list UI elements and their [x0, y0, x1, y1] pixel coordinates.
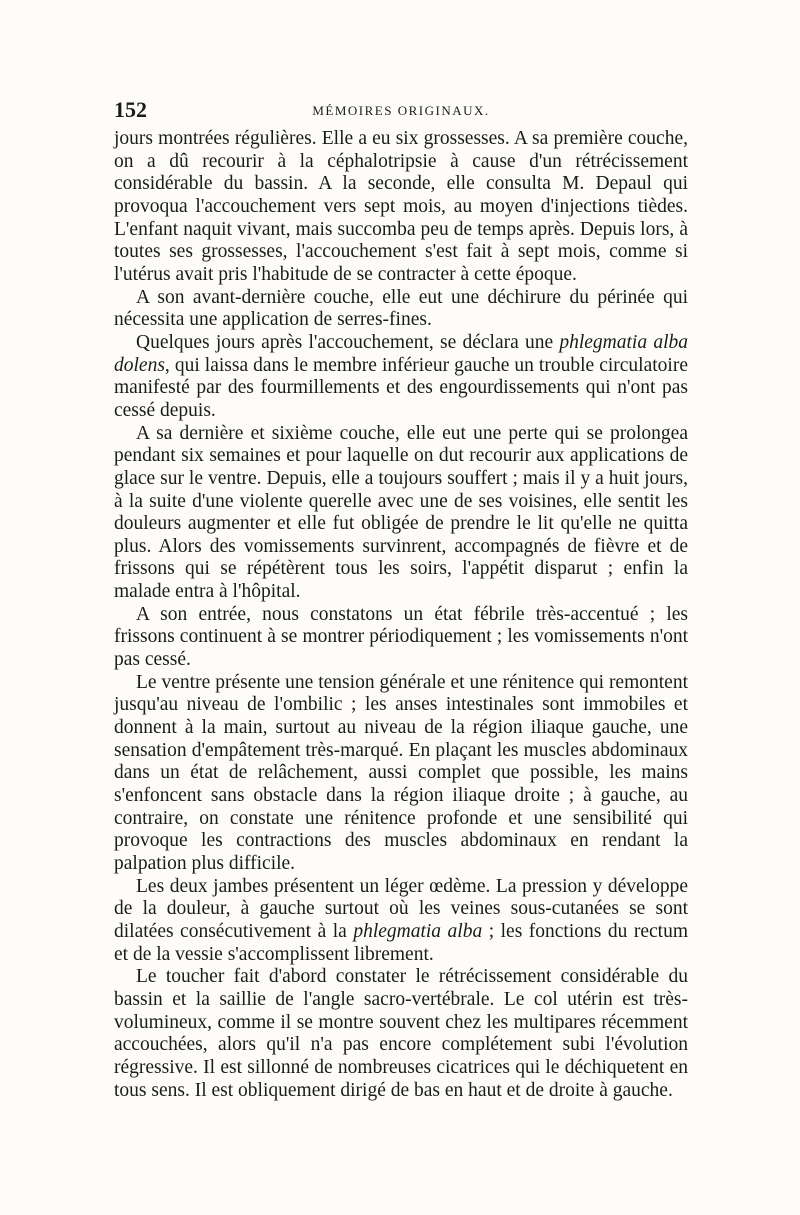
paragraph-6-text: Le ventre présente une tension générale et une rénitence qui remontent jusqu'au niveau de l'ombilic ; les anses intestinales sont immobiles et donnent à la main, surtout au niveau de la région iliaque gauche, une sensation d'empâtement très-marqué. En plaçant les muscles abdominaux dans un état de relâchement, aussi complet que possible, les mains s'enfoncent sans obstacle dans la région iliaque droite ; à gauche, au contraire, on constate une rénitence profonde et une sensibilité qui provoque les contractions des muscles abdominaux en rendant la palpation plus difficile.: [114, 671, 688, 874]
paragraph-2-text: A son avant-dernière couche, elle eut une déchirure du périnée qui nécessita une application de serres-fines.: [114, 286, 688, 331]
paragraph-7-italic-term: phlegmatia alba: [353, 920, 483, 942]
paragraph-2: [114, 287, 688, 332]
paragraph-5-text: A son entrée, nous constatons un état fébrile très-accentué ; les frissons continuent à se montrer périodiquement ; les vomissements n'ont pas cessé.: [114, 603, 688, 671]
paragraph-3-italic-term: phlegmatia alba dolens: [114, 331, 688, 376]
paragraph-1-text: jours montrées régulières. Elle a eu six grossesses. A sa première couche, on a dû recourir à la céphalotripsie à cause d'un rétrécissement considérable du bassin. A la seconde, elle consulta M. Depaul qui provoqua l'accouchement vers sept mois, au moyen d'injections tièdes. L'enfant naquit vivant, mais succomba peu de temps après. Depuis lors, à toutes ses grossesses, l'accouchement s'est fait à sept mois, comme si l'utérus avait pris l'habitude de se contracter à cette époque.: [114, 128, 688, 285]
paragraph-7-text-a: Les deux jambes présentent un léger œdème. La pression y développe de la douleur, à gauche surtout où les veines sous-cutanées se sont dilatées consécutivement à la: [114, 875, 688, 942]
paragraph-7: [114, 876, 688, 967]
paragraph-8: [114, 966, 688, 1102]
page-number: 152: [114, 97, 147, 122]
paragraph-3: [114, 332, 688, 423]
paragraph-1: [114, 128, 688, 287]
page-header: [114, 97, 688, 123]
paragraph-4: [114, 423, 688, 604]
paragraph-5: [114, 604, 688, 672]
paragraph-8-text: Le toucher fait d'abord constater le rétrécissement considérable du bassin et la saillie de l'angle sacro-vertébrale. Le col utérin est très-volumineux, comme il se montre souvent chez les multipares récemment accouchées, alors qu'il n'a pas encore complétement subi l'évolution régressive. Il est sillonné de nombreuses cicatrices qui le déchiquetent en tous sens. Il est obliquement dirigé de bas en haut et de droite à gauche.: [114, 966, 688, 1101]
running-head: MÉMOIRES ORIGINAUX.: [312, 103, 490, 118]
paragraph-7-text-b: ; les fonctions du rectum et de la vessie s'accomplissent librement.: [114, 920, 688, 965]
body-text: [114, 128, 688, 1102]
paragraph-4-text: A sa dernière et sixième couche, elle eut une perte qui se prolongea pendant six semaines et pour laquelle on dut recourir aux applications de glace sur le ventre. Depuis, elle a toujours souffert ; mais il y a huit jours, à la suite d'une violente querelle avec une de ses voisines, elle sentit les douleurs augmenter et elle fut obligée de prendre le lit qu'elle ne quitta plus. Alors des vomissements survinrent, accompagnés de fièvre et de frissons qui se répétèrent tous les soirs, l'appétit disparut ; enfin la malade entra à l'hôpital.: [114, 422, 688, 603]
paragraph-3-text-a: Quelques jours après l'accouchement, se déclara une: [136, 331, 560, 353]
paragraph-6: [114, 672, 688, 876]
paragraph-3-text-b: , qui laissa dans le membre inférieur gauche un trouble circulatoire manifesté par des fourmillements et des engourdissements qui n'ont pas cessé depuis.: [114, 354, 688, 421]
